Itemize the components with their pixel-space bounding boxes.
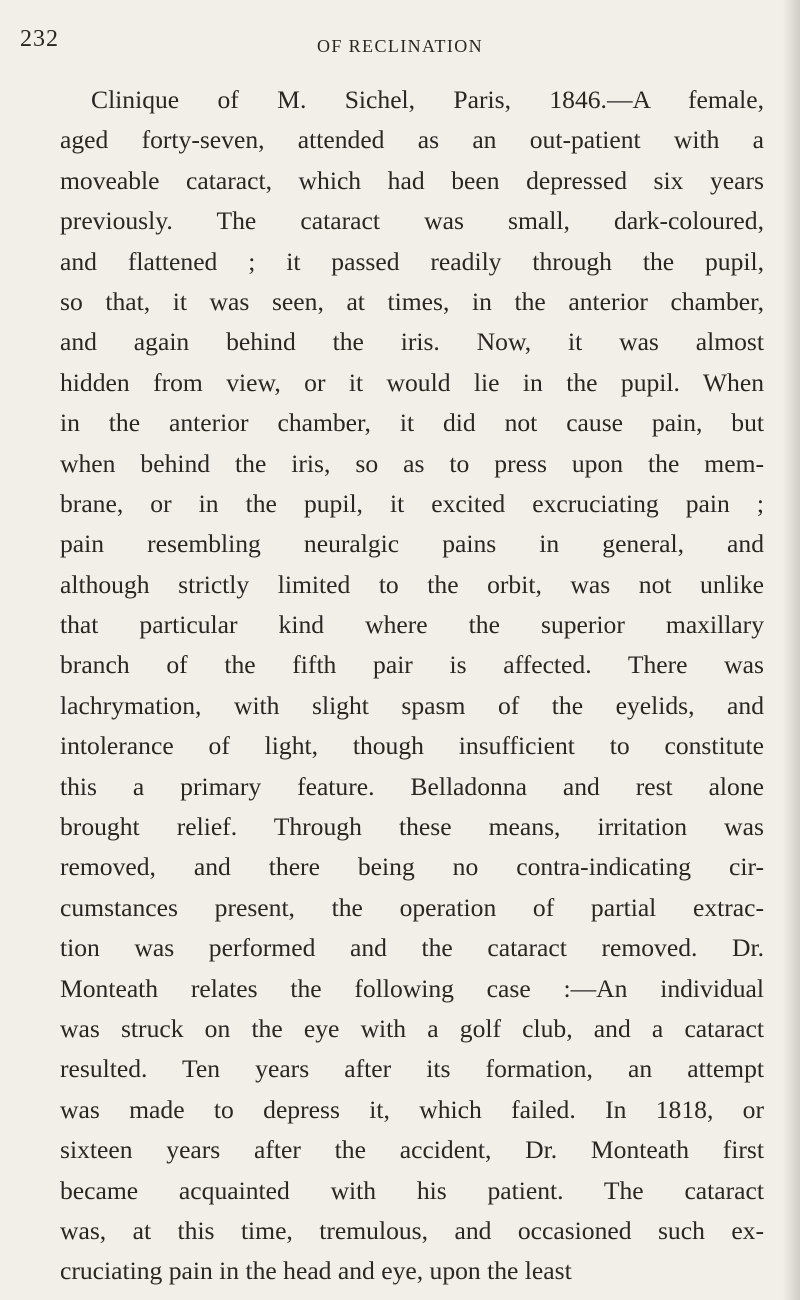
text-line: aged forty-seven, attended as an out-patient with a (60, 125, 764, 155)
text-line: was struck on the eye with a golf club, and a cataract (60, 1013, 764, 1043)
text-line: that particular kind where the superior maxillary (60, 610, 764, 640)
text-line: removed, and there being no contra-indicating cir- (60, 852, 764, 882)
text-line: branch of the fifth pair is affected. There was (60, 650, 764, 680)
text-line: became acquainted with his patient. The cataract (60, 1175, 764, 1205)
text-line: resulted. Ten years after its formation, an attempt (60, 1054, 764, 1084)
text-line: pain resembling neuralgic pains in general, and (60, 529, 764, 559)
page-edge-shadow (782, 0, 800, 1300)
page-number: 232 (20, 26, 59, 52)
text-line: this a primary feature. Belladonna and rest alone (60, 771, 764, 801)
text-line: was made to depress it, which failed. In 1818, or (60, 1094, 764, 1124)
text-line: lachrymation, with slight spasm of the eyelids, and (60, 690, 764, 720)
text-line: tion was performed and the cataract removed. Dr. (60, 933, 764, 963)
text-line: previously. The cataract was small, dark-coloured, (60, 206, 764, 236)
text-line: in the anterior chamber, it did not cause pain, but (60, 408, 764, 438)
text-line: although strictly limited to the orbit, was not unlike (60, 569, 764, 599)
text-line: so that, it was seen, at times, in the anterior chamber, (60, 286, 764, 316)
body-text (60, 80, 764, 1292)
text-line: Monteath relates the following case :—An individual (60, 973, 764, 1003)
text-line: when behind the iris, so as to press upon the mem- (60, 448, 764, 478)
running-head: OF RECLINATION (316, 36, 484, 56)
text-line: moveable cataract, which had been depressed six years (60, 165, 764, 195)
text-line: sixteen years after the accident, Dr. Monteath first (60, 1135, 764, 1165)
text-line: brane, or in the pupil, it excited excruciating pain ; (60, 488, 764, 518)
text-line: was, at this time, tremulous, and occasioned such ex- (60, 1215, 764, 1245)
text-line: intolerance of light, though insufficient to constitute (60, 731, 764, 761)
text-line: hidden from view, or it would lie in the pupil. When (60, 367, 764, 397)
text-line: brought relief. Through these means, irritation was (60, 812, 764, 842)
text-line: and again behind the iris. Now, it was almost (60, 327, 764, 357)
text-line: and flattened ; it passed readily through the pupil, (60, 246, 764, 276)
text-line: cumstances present, the operation of partial extrac- (60, 892, 764, 922)
text-line: cruciating pain in the head and eye, upon the least (60, 1256, 572, 1286)
text-line: Clinique of M. Sichel, Paris, 1846.—A female, (91, 85, 764, 114)
